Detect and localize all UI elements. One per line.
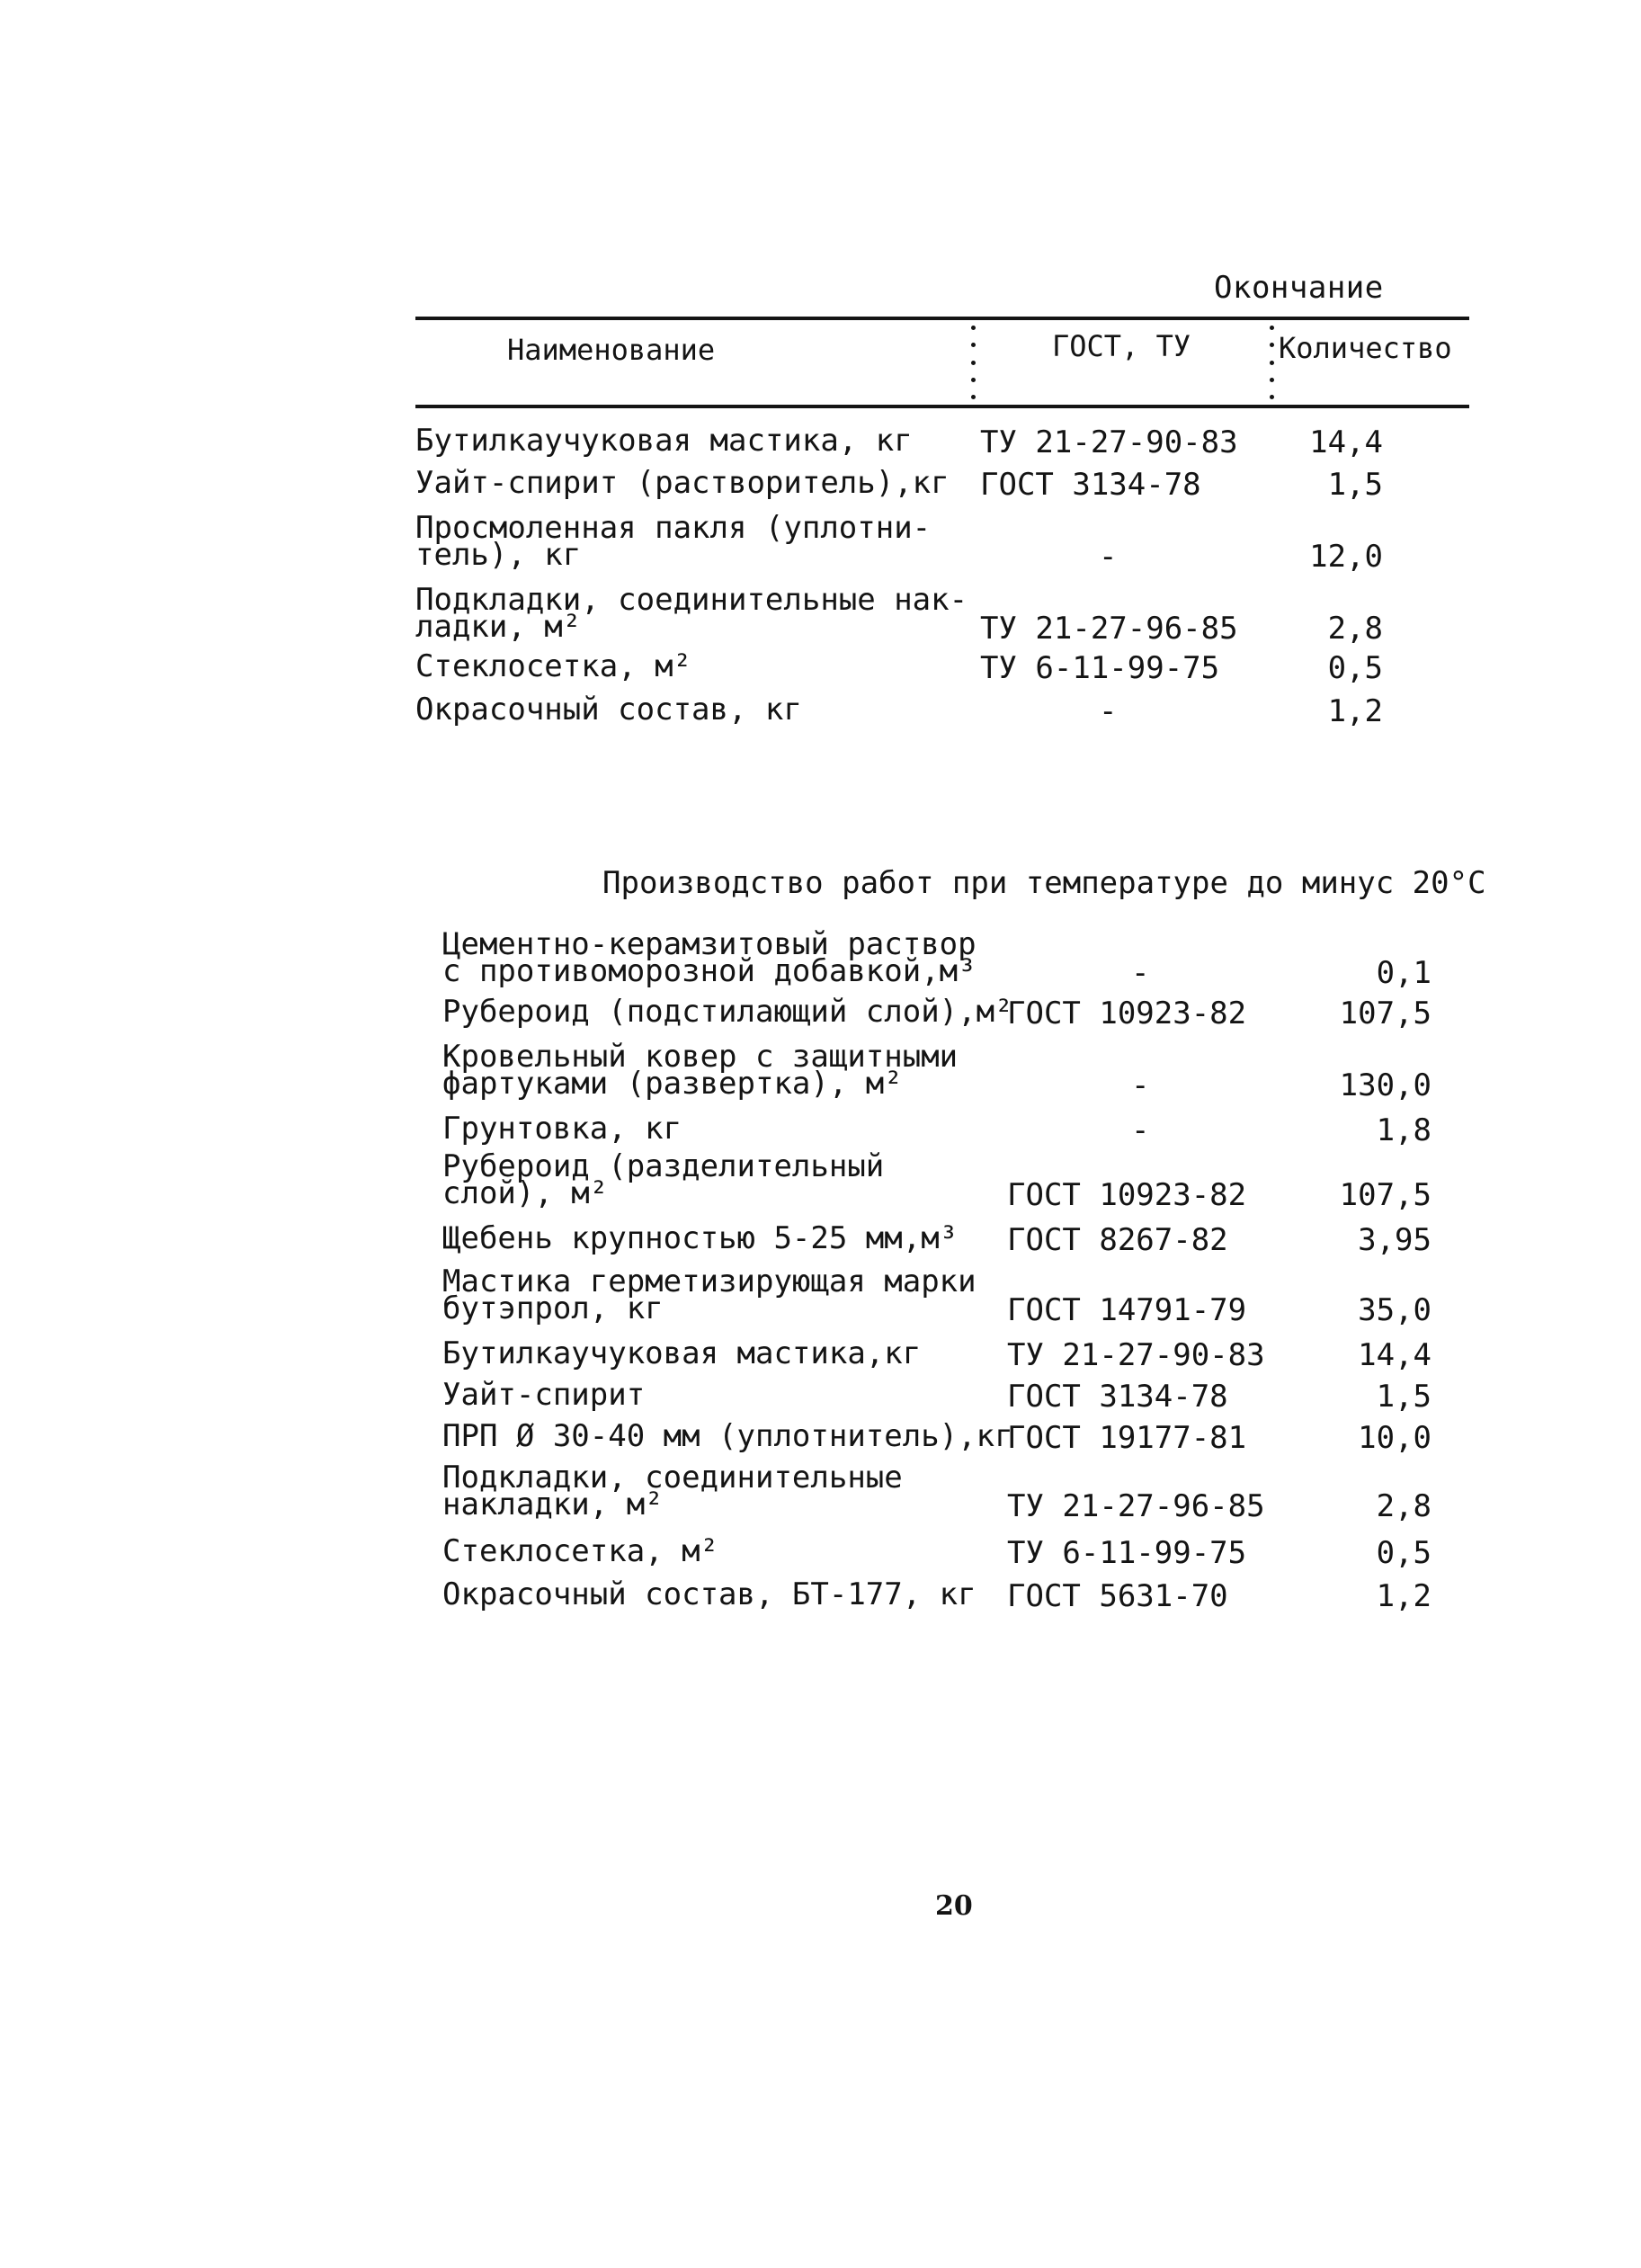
row-standard: - bbox=[1099, 693, 1118, 729]
row-name bbox=[442, 1460, 903, 1522]
row-name bbox=[415, 510, 932, 573]
row-name bbox=[442, 1220, 959, 1256]
row-standard: ТУ 6-11-99-75 bbox=[1007, 1535, 1247, 1571]
row-quantity: 107,5 bbox=[1339, 1177, 1431, 1213]
row-name bbox=[415, 692, 802, 728]
row-name-line: Рубероид (разделительный bbox=[442, 1148, 885, 1184]
table-header-rule bbox=[415, 405, 1469, 408]
row-name-line: Уайт-спирит (растворитель),кг bbox=[415, 465, 950, 501]
row-standard: ГОСТ 8267-82 bbox=[1007, 1222, 1228, 1258]
header-name: Наименование bbox=[507, 333, 716, 367]
row-name bbox=[415, 423, 913, 459]
row-quantity: 2,8 bbox=[1327, 611, 1383, 647]
row-name bbox=[442, 1335, 922, 1371]
row-name-line: Кровельный ковер с защитными bbox=[442, 1039, 959, 1075]
row-name-line: ладки, м² bbox=[415, 609, 582, 645]
column-divider-2 bbox=[1270, 326, 1275, 399]
row-name bbox=[442, 1263, 977, 1326]
row-quantity: 1,2 bbox=[1327, 693, 1383, 729]
row-quantity: 14,4 bbox=[1358, 1337, 1431, 1373]
row-name bbox=[442, 1418, 1013, 1454]
row-standard: ГОСТ 10923-82 bbox=[1007, 996, 1247, 1031]
row-name-line: Стеклосетка, м² bbox=[415, 648, 692, 684]
row-quantity: 3,95 bbox=[1358, 1222, 1431, 1258]
row-name-line: слой), м² bbox=[442, 1175, 609, 1211]
row-standard: - bbox=[1131, 1112, 1150, 1148]
row-quantity: 0,5 bbox=[1327, 650, 1383, 686]
row-name-line: фартуками (развертка), м² bbox=[442, 1066, 903, 1102]
page-number: 20 bbox=[935, 1890, 973, 1922]
row-quantity: 12,0 bbox=[1309, 539, 1383, 575]
row-name bbox=[442, 1039, 959, 1102]
row-name bbox=[442, 1576, 977, 1612]
row-standard: ГОСТ 3134-78 bbox=[1007, 1379, 1228, 1415]
row-name-line: Подкладки, соединительные нак- bbox=[415, 582, 968, 618]
row-name-line: Окрасочный состав, БТ-177, кг bbox=[442, 1576, 977, 1612]
row-name bbox=[415, 648, 692, 684]
row-quantity: 0,1 bbox=[1376, 955, 1431, 991]
row-standard: - bbox=[1131, 1067, 1150, 1103]
row-name-line: Щебень крупностью 5-25 мм,м³ bbox=[442, 1220, 959, 1256]
row-name bbox=[442, 1533, 719, 1569]
row-quantity: 35,0 bbox=[1358, 1292, 1431, 1328]
row-quantity: 107,5 bbox=[1339, 996, 1431, 1031]
row-standard: ГОСТ 10923-82 bbox=[1007, 1177, 1247, 1213]
row-name bbox=[442, 994, 1013, 1030]
row-name-line: Просмоленная пакля (уплотни- bbox=[415, 510, 932, 546]
row-standard: ГОСТ 19177-81 bbox=[1007, 1420, 1247, 1456]
row-quantity: 1,8 bbox=[1376, 1112, 1431, 1148]
row-name bbox=[442, 1111, 682, 1147]
row-standard: - bbox=[1099, 539, 1118, 575]
row-name-line: Цементно-керамзитовый раствор bbox=[442, 926, 977, 962]
row-name bbox=[442, 1377, 646, 1413]
row-quantity: 10,0 bbox=[1358, 1420, 1431, 1456]
row-quantity: 1,5 bbox=[1376, 1379, 1431, 1415]
row-name-line: Окрасочный состав, кг bbox=[415, 692, 802, 728]
row-quantity: 1,2 bbox=[1376, 1578, 1431, 1614]
row-name-line: Стеклосетка, м² bbox=[442, 1533, 719, 1569]
row-name bbox=[442, 926, 977, 989]
row-name-line: Бутилкаучуковая мастика,кг bbox=[442, 1335, 922, 1371]
row-name-line: бутэпрол, кг bbox=[442, 1290, 664, 1326]
row-quantity: 1,5 bbox=[1327, 467, 1383, 503]
table-top-rule bbox=[415, 317, 1469, 320]
header-quantity: Количество bbox=[1279, 331, 1452, 365]
row-standard: ТУ 21-27-96-85 bbox=[980, 611, 1238, 647]
row-standard: - bbox=[1131, 955, 1150, 991]
row-name-line: Мастика герметизирующая марки bbox=[442, 1263, 977, 1299]
row-name bbox=[442, 1148, 885, 1211]
row-quantity: 14,4 bbox=[1309, 424, 1383, 460]
row-name-line: накладки, м² bbox=[442, 1487, 664, 1522]
header-standard: ГОСТ, ТУ bbox=[1052, 329, 1191, 363]
row-standard: ТУ 21-27-90-83 bbox=[1007, 1337, 1265, 1373]
row-standard: ТУ 6-11-99-75 bbox=[980, 650, 1220, 686]
row-name-line: тель), кг bbox=[415, 537, 582, 573]
row-name-line: с противоморозной добавкой,м³ bbox=[442, 953, 977, 989]
row-standard: ГОСТ 14791-79 bbox=[1007, 1292, 1247, 1328]
row-name-line: Уайт-спирит bbox=[442, 1377, 646, 1413]
row-name-line: ПРП Ø 30-40 мм (уплотнитель),кг bbox=[442, 1418, 1013, 1454]
row-standard: ГОСТ 5631-70 bbox=[1007, 1578, 1228, 1614]
row-standard: ТУ 21-27-96-85 bbox=[1007, 1488, 1265, 1524]
row-name-line: Бутилкаучуковая мастика, кг bbox=[415, 423, 913, 459]
row-name-line: Подкладки, соединительные bbox=[442, 1460, 903, 1496]
row-name bbox=[415, 465, 950, 501]
row-name-line: Грунтовка, кг bbox=[442, 1111, 682, 1147]
row-quantity: 2,8 bbox=[1376, 1488, 1431, 1524]
row-quantity: 130,0 bbox=[1339, 1067, 1431, 1103]
column-divider-1 bbox=[971, 326, 977, 399]
row-standard: ТУ 21-27-90-83 bbox=[980, 424, 1238, 460]
row-quantity: 0,5 bbox=[1376, 1535, 1431, 1571]
row-name bbox=[415, 582, 968, 645]
section-title: Производство работ при температуре до минус 20°С bbox=[602, 865, 1486, 901]
row-standard: ГОСТ 3134-78 bbox=[980, 467, 1201, 503]
table-caption: Окончание bbox=[1214, 270, 1384, 306]
row-name-line: Рубероид (подстилающий слой),м² bbox=[442, 994, 1013, 1030]
